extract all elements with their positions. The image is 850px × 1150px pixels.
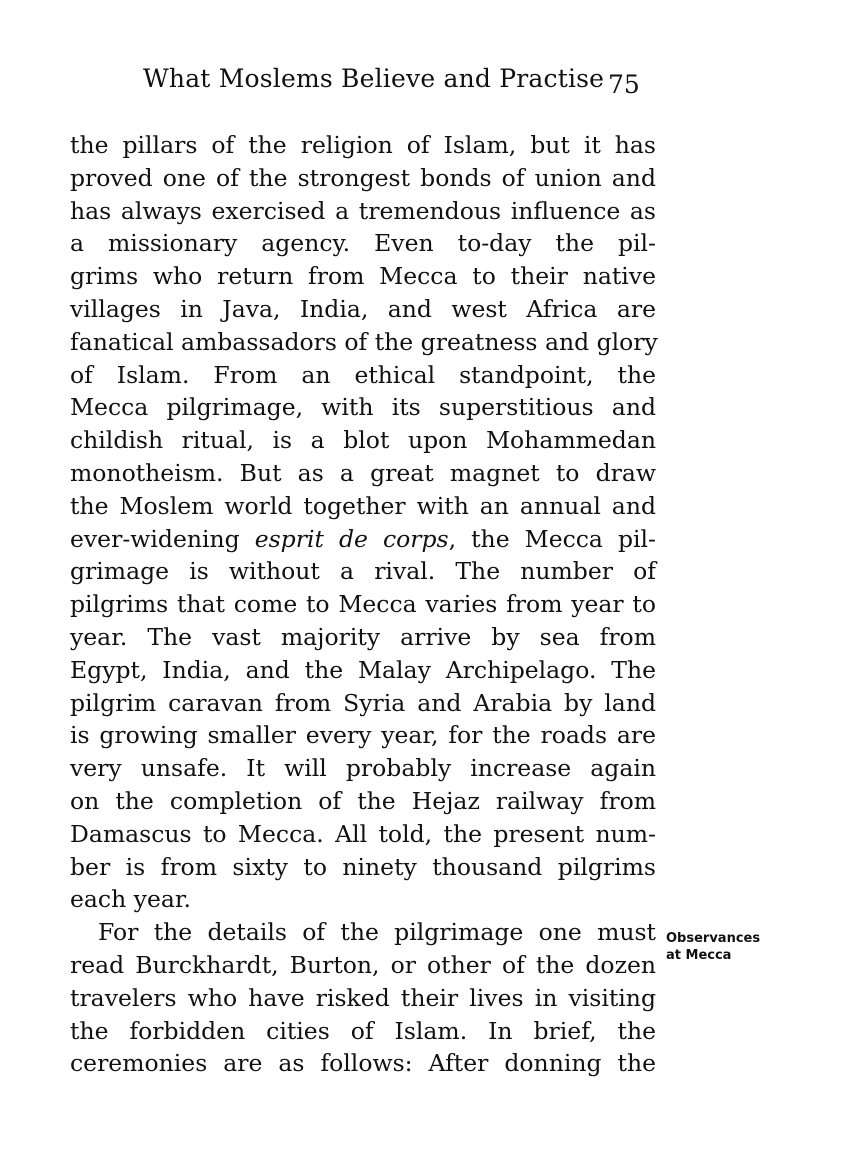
running-title: What Moslems Believe and Practise <box>143 64 605 93</box>
body-text <box>70 129 656 1080</box>
text-line: the forbidden cities of Islam. In brief, the <box>70 1016 656 1045</box>
text-line: fanatical ambassadors of the greatness and glory <box>70 327 658 356</box>
text-line: Egypt, India, and the Malay Archipelago. The <box>70 655 656 684</box>
text-fragment: ever-widening <box>70 524 255 553</box>
text-fragment: , the Mecca pil- <box>448 524 656 553</box>
text-line: ber is from sixty to ninety thousand pilgrims <box>70 852 656 881</box>
text-line: a missionary agency. Even to-day the pil- <box>70 229 656 258</box>
text-line: proved one of the strongest bonds of union and <box>70 163 656 192</box>
text-line: the Moslem world together with an annual and <box>70 491 656 520</box>
margin-note <box>666 930 816 964</box>
text-line: year. The vast majority arrive by sea from <box>70 622 656 651</box>
text-line: pilgrims that come to Mecca varies from year to <box>70 590 656 619</box>
text-line: Damascus to Mecca. All told, the present num- <box>70 819 656 848</box>
text-line: ceremonies are as follows: After donning the <box>70 1049 656 1078</box>
text-line: each year. <box>70 885 191 914</box>
text-line: grims who return from Mecca to their native <box>70 262 656 291</box>
margin-note-line: at Mecca <box>666 948 732 963</box>
text-line: of Islam. From an ethical standpoint, the <box>70 360 656 389</box>
text-line: very unsafe. It will probably increase again <box>70 754 656 783</box>
margin-note-line: Observances <box>666 931 761 946</box>
text-line: grimage is without a rival. The number of <box>70 557 656 586</box>
text-line: is growing smaller every year, for the roads are <box>70 721 656 750</box>
page-number: 75 <box>608 70 640 99</box>
text-line: childish ritual, is a blot upon Mohammedan <box>70 426 656 455</box>
text-line: travelers who have risked their lives in visiting <box>70 983 656 1012</box>
text-line: villages in Java, India, and west Africa are <box>70 294 656 323</box>
text-line: monotheism. But as a great magnet to draw <box>70 458 656 487</box>
text-line: the pillars of the religion of Islam, but it has <box>70 131 656 159</box>
text-line: For the details of the pilgrimage one must <box>98 918 656 947</box>
text-line <box>70 523 656 556</box>
text-line: pilgrim caravan from Syria and Arabia by land <box>70 688 656 717</box>
italic-phrase: esprit de corps <box>254 524 449 553</box>
text-line: read Burckhardt, Burton, or other of the dozen <box>70 950 656 979</box>
text-line: on the completion of the Hejaz railway from <box>70 786 656 815</box>
text-line: Mecca pilgrimage, with its superstitious and <box>70 393 656 422</box>
text-line: has always exercised a tremendous influence as <box>70 196 656 225</box>
